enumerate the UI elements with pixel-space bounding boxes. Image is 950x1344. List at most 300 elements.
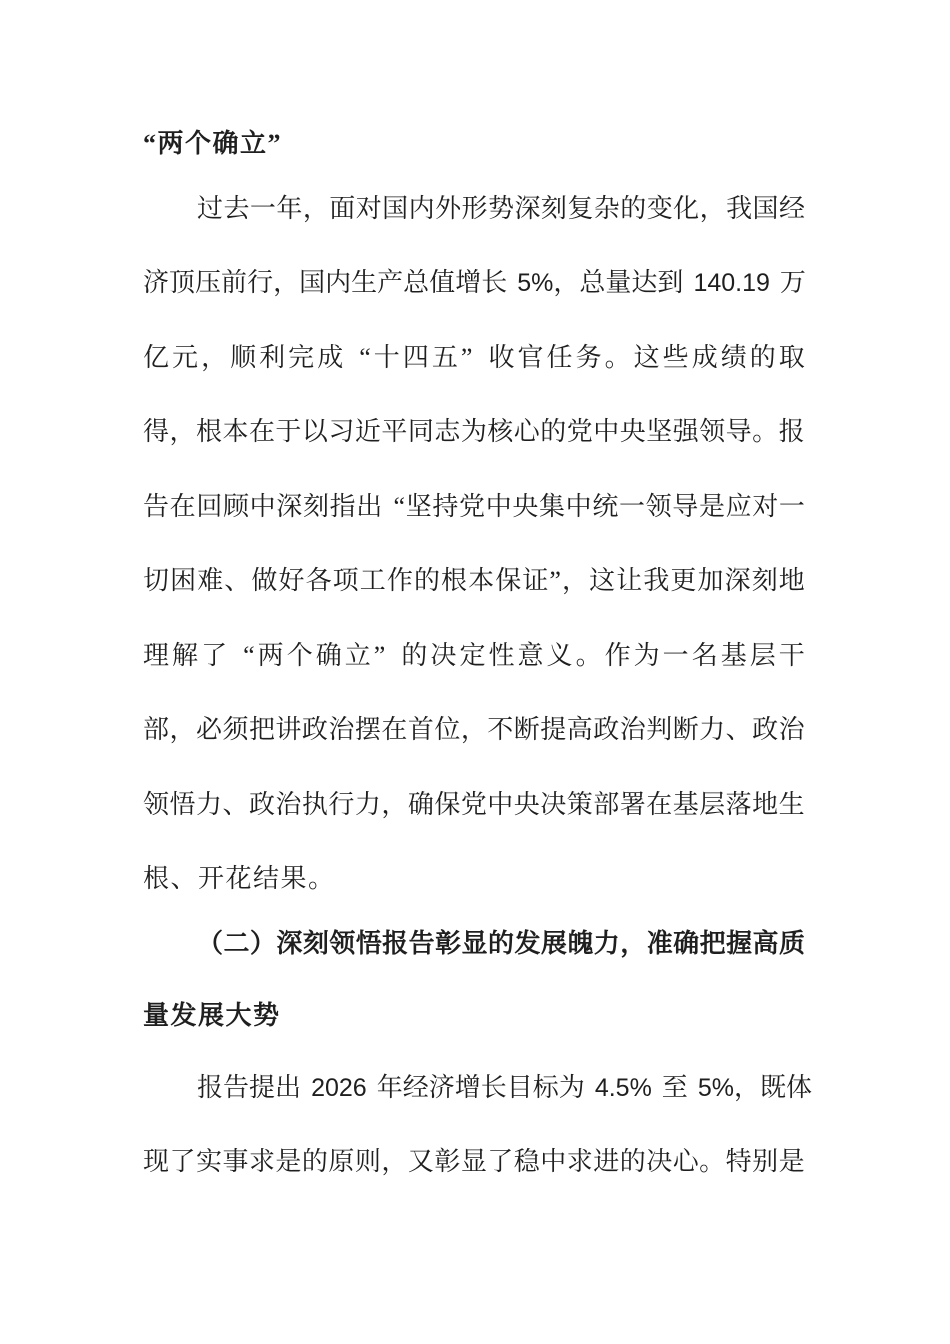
cjk-char: 告	[143, 491, 170, 521]
cjk-char: 十	[373, 342, 400, 372]
cjk-char: 决	[540, 789, 567, 819]
latin-text: 4.5%	[594, 1073, 652, 1102]
cjk-char: 于	[275, 417, 302, 446]
cjk-char: 强	[672, 417, 699, 446]
cjk-char: 显	[460, 1147, 487, 1176]
cjk-char: 在	[381, 715, 408, 744]
cjk-char: 。	[699, 1147, 726, 1176]
cjk-char: 的	[487, 928, 514, 958]
cjk-char: 准	[646, 928, 673, 958]
cjk-char: 杂	[593, 193, 620, 223]
cjk-char: 增	[455, 268, 482, 297]
cjk-char: 达	[631, 268, 658, 297]
cjk-char: ，	[201, 342, 228, 372]
cjk-char: 干	[778, 640, 805, 670]
cjk-char: 为	[460, 417, 487, 446]
body-line: 根、开花结果。	[143, 864, 336, 893]
cjk-char: 彰	[434, 1147, 461, 1176]
cjk-char: 领	[645, 491, 672, 521]
cjk-char: 在	[248, 417, 275, 446]
cjk-char: 治	[619, 715, 646, 744]
cjk-char: 外	[435, 193, 462, 223]
cjk-char: 是	[275, 1147, 302, 1176]
cjk-char: 理	[143, 640, 170, 670]
cjk-char: 层	[749, 640, 776, 670]
cjk-char: 央	[619, 417, 646, 446]
cjk-char: 切	[143, 566, 170, 595]
cjk-char: 国	[752, 193, 779, 223]
cjk-char: 实	[195, 1147, 222, 1176]
cjk-char: 一	[778, 491, 805, 521]
cjk-char: 力	[195, 789, 222, 819]
body-line	[143, 1068, 812, 1143]
cjk-char: 悟	[355, 928, 382, 958]
cjk-char: 总	[579, 268, 606, 297]
cjk-char: 为	[558, 1072, 585, 1102]
cjk-char: 领	[329, 928, 356, 958]
cjk-char: 中	[540, 1147, 567, 1176]
cjk-char: 必	[195, 715, 222, 744]
cjk-char: 我	[726, 193, 753, 223]
cjk-char: 彰	[435, 928, 462, 958]
cjk-char: 定	[459, 640, 486, 670]
cjk-char: 取	[778, 342, 805, 372]
cjk-char: 深	[276, 491, 303, 521]
cjk-char: 去	[223, 193, 250, 223]
cjk-char: 经	[778, 193, 805, 223]
cjk-char: “	[359, 342, 371, 372]
cjk-char: 收	[488, 342, 515, 372]
cjk-char: 高	[752, 928, 779, 958]
cjk-char: 目	[506, 1072, 533, 1102]
body-line	[143, 189, 805, 264]
cjk-char: 复	[567, 193, 594, 223]
cjk-char: 署	[619, 789, 646, 819]
cjk-char: 我	[643, 566, 670, 595]
cjk-char: 值	[429, 268, 456, 297]
cjk-char: 形	[461, 193, 488, 223]
cjk-char: 过	[197, 193, 224, 223]
paragraph-heading	[143, 924, 805, 1068]
cjk-char: 出	[356, 491, 383, 521]
cjk-char: ”	[549, 566, 561, 595]
cjk-char: 刻	[751, 566, 778, 595]
cjk-char: 四	[402, 342, 429, 372]
body-line	[143, 412, 805, 487]
cjk-char: 对	[752, 491, 779, 521]
paragraph-body	[143, 189, 805, 924]
cjk-char: 基	[720, 640, 747, 670]
cjk-char: 。	[575, 640, 602, 670]
cjk-char: 深	[724, 566, 751, 595]
cjk-char: 内	[408, 193, 435, 223]
cjk-char: 任	[546, 342, 573, 372]
cjk-char: 展	[540, 928, 567, 958]
cjk-char: 别	[752, 1147, 779, 1176]
cjk-char: 一	[249, 193, 276, 223]
cjk-char: 部	[593, 789, 620, 819]
cjk-char: 了	[201, 640, 228, 670]
cjk-char: 成	[317, 342, 344, 372]
cjk-char: 工	[359, 566, 386, 595]
cjk-char: 二	[223, 928, 250, 958]
cjk-char: 长	[480, 1072, 507, 1102]
cjk-char: 面	[329, 193, 356, 223]
paragraph-heading-tail	[143, 124, 805, 189]
cjk-char: 深	[514, 193, 541, 223]
cjk-char: 刻	[540, 193, 567, 223]
cjk-char: 成	[691, 342, 718, 372]
cjk-char: 亿	[143, 342, 170, 372]
cjk-char: 行	[328, 789, 355, 819]
cjk-char: 决	[646, 1147, 673, 1176]
cjk-char: 同	[407, 417, 434, 446]
cjk-char: 治	[275, 789, 302, 819]
cjk-char: 本	[468, 566, 495, 595]
cjk-char: 对	[355, 193, 382, 223]
heading-line	[143, 924, 805, 996]
cjk-char: 心	[513, 417, 540, 446]
cjk-char: 量	[605, 268, 632, 297]
cjk-char: 判	[646, 715, 673, 744]
cjk-char: 至	[661, 1072, 688, 1102]
cjk-char: 习	[328, 417, 355, 446]
cjk-char: 治	[328, 715, 355, 744]
cjk-char: 政	[301, 715, 328, 744]
cjk-char: 了	[487, 1147, 514, 1176]
cjk-char: ，	[273, 268, 300, 297]
cjk-char: 集	[539, 491, 566, 521]
cjk-char: 把	[248, 715, 275, 744]
cjk-char: 了	[169, 1147, 196, 1176]
cjk-char: 导	[672, 491, 699, 521]
cjk-char: 事	[222, 1147, 249, 1176]
body-line	[143, 263, 805, 338]
cjk-char: 特	[725, 1147, 752, 1176]
cjk-char: 报	[382, 928, 409, 958]
cjk-char: 意	[517, 640, 544, 670]
cjk-char: “	[393, 491, 406, 521]
cjk-char: 平	[381, 417, 408, 446]
cjk-char: 项	[332, 566, 359, 595]
cjk-char: 一	[662, 640, 689, 670]
cjk-char: 指	[329, 491, 356, 521]
cjk-char: 告	[408, 928, 435, 958]
cjk-char: 策	[566, 789, 593, 819]
cjk-char: 些	[662, 342, 689, 372]
cjk-char: 地	[778, 566, 805, 595]
cjk-char: （	[197, 928, 224, 958]
cjk-char: 部	[143, 715, 170, 744]
cjk-char: 治	[778, 715, 805, 744]
text-block	[143, 124, 812, 1217]
cjk-char: 国	[382, 193, 409, 223]
cjk-char: 根	[441, 566, 468, 595]
cjk-char: 又	[407, 1147, 434, 1176]
cjk-char: 发	[514, 928, 541, 958]
cjk-char: 顾	[222, 491, 249, 521]
cjk-char: 增	[454, 1072, 481, 1102]
cjk-char: 显	[461, 928, 488, 958]
cjk-char: 质	[778, 928, 805, 958]
cjk-char: 志	[434, 417, 461, 446]
cjk-char: 得	[143, 417, 170, 446]
cjk-char: 须	[222, 715, 249, 744]
cjk-char: 性	[488, 640, 515, 670]
cjk-char: 讲	[275, 715, 302, 744]
cjk-char: 落	[725, 789, 752, 819]
cjk-char: 。	[604, 342, 631, 372]
cjk-char: 确	[407, 789, 434, 819]
cjk-char: 统	[592, 491, 619, 521]
body-line	[143, 487, 805, 562]
cjk-char: 力	[593, 928, 620, 958]
body-line	[143, 561, 805, 636]
cjk-char: 一	[618, 491, 645, 521]
cjk-char: 悟	[169, 789, 196, 819]
cjk-char: 更	[670, 566, 697, 595]
cjk-char: 名	[691, 640, 718, 670]
cjk-char: 政	[248, 789, 275, 819]
cjk-char: 告	[223, 1072, 250, 1102]
cjk-char: 济	[143, 268, 170, 297]
heading-line: “两个确立”	[143, 129, 283, 158]
cjk-char: 压	[195, 268, 222, 297]
cjk-char: 解	[172, 640, 199, 670]
body-line	[143, 710, 805, 785]
cjk-char: 生	[351, 268, 378, 297]
cjk-char: 原	[328, 1147, 355, 1176]
cjk-char: 刻	[302, 491, 329, 521]
cjk-char: 报	[778, 417, 805, 446]
cjk-char: ，	[381, 789, 408, 819]
cjk-char: ，	[733, 1072, 760, 1102]
cjk-char: 个	[286, 640, 313, 670]
cjk-char: 回	[196, 491, 223, 521]
cjk-char: ，	[699, 193, 726, 223]
cjk-char: 行	[247, 268, 274, 297]
cjk-char: 根	[195, 417, 222, 446]
cjk-char: 内	[325, 268, 352, 297]
cjk-char: 困	[170, 566, 197, 595]
cjk-char: 到	[657, 268, 684, 297]
cjk-char: 这	[633, 342, 660, 372]
cjk-char: 党	[566, 417, 593, 446]
cjk-char: 顶	[169, 268, 196, 297]
latin-text: 2026	[311, 1073, 367, 1102]
cjk-char: 万	[779, 268, 806, 297]
cjk-char: 元	[172, 342, 199, 372]
cjk-char: 报	[197, 1072, 224, 1102]
cjk-char: 完	[288, 342, 315, 372]
cjk-char: 证	[522, 566, 549, 595]
cjk-char: 断	[513, 715, 540, 744]
cjk-char: ，	[169, 417, 196, 446]
cjk-char: 产	[377, 268, 404, 297]
cjk-char: 应	[725, 491, 752, 521]
cjk-char: 在	[169, 491, 196, 521]
cjk-char: 求	[566, 1147, 593, 1176]
cjk-char: ”	[460, 342, 473, 372]
cjk-char: ，	[381, 1147, 408, 1176]
body-line	[143, 1142, 805, 1217]
cjk-char: 政	[593, 715, 620, 744]
cjk-char: 的	[619, 1147, 646, 1176]
cjk-char: 位	[434, 715, 461, 744]
latin-text: 140.19	[693, 269, 770, 297]
cjk-char: 立	[344, 640, 371, 670]
cjk-char: 年	[376, 1072, 403, 1102]
cjk-char: 执	[301, 789, 328, 819]
cjk-char: 义	[546, 640, 573, 670]
cjk-char: 。	[752, 417, 779, 446]
cjk-char: 地	[752, 789, 779, 819]
cjk-char: ，	[302, 193, 329, 223]
cjk-char: 中	[593, 417, 620, 446]
cjk-char: 经	[402, 1072, 429, 1102]
cjk-char: 保	[495, 566, 522, 595]
cjk-char: 在	[646, 789, 673, 819]
cjk-char: 中	[249, 491, 276, 521]
cjk-char: 央	[513, 789, 540, 819]
cjk-char: 各	[305, 566, 332, 595]
cjk-char: 坚	[405, 491, 432, 521]
cjk-char: 变	[646, 193, 673, 223]
cjk-char: “	[243, 640, 255, 670]
cjk-char: 以	[301, 417, 328, 446]
cjk-char: 官	[517, 342, 544, 372]
cjk-char: 心	[672, 1147, 699, 1176]
cjk-char: 顺	[230, 342, 257, 372]
cjk-char: 既	[759, 1072, 786, 1102]
latin-text: 5%	[697, 1073, 734, 1102]
cjk-char: ）	[249, 928, 276, 958]
cjk-char: 两	[257, 640, 284, 670]
cjk-char: 济	[428, 1072, 455, 1102]
cjk-char: ，	[553, 268, 580, 297]
cjk-char: 核	[487, 417, 514, 446]
cjk-char: 、	[224, 566, 251, 595]
cjk-char: 魄	[567, 928, 594, 958]
cjk-char: 体	[785, 1072, 812, 1102]
cjk-char: 国	[299, 268, 326, 297]
cjk-char: 层	[699, 789, 726, 819]
paragraph-body	[143, 1068, 812, 1217]
cjk-char: 的	[301, 1147, 328, 1176]
cjk-char: 化	[673, 193, 700, 223]
cjk-char: 求	[248, 1147, 275, 1176]
cjk-char: 近	[354, 417, 381, 446]
heading-line: 量发展大势	[143, 1000, 281, 1030]
cjk-char: 好	[278, 566, 305, 595]
cjk-char: 生	[778, 789, 805, 819]
cjk-char: ，	[620, 928, 647, 958]
body-line	[143, 785, 805, 860]
cjk-char: 中	[487, 789, 514, 819]
cjk-char: 五	[431, 342, 458, 372]
cjk-char: 出	[275, 1072, 302, 1102]
cjk-char: 做	[251, 566, 278, 595]
cjk-char: 、	[725, 715, 752, 744]
cjk-char: 决	[430, 640, 457, 670]
cjk-char: 的	[540, 417, 567, 446]
cjk-char: 政	[752, 715, 779, 744]
cjk-char: 的	[749, 342, 776, 372]
cjk-char: ”	[373, 640, 386, 670]
body-line	[143, 636, 805, 711]
cjk-char: 断	[672, 715, 699, 744]
cjk-char: 不	[487, 715, 514, 744]
cjk-char: 则	[354, 1147, 381, 1176]
cjk-char: 握	[726, 928, 753, 958]
latin-text: 5%	[517, 269, 554, 297]
cjk-char: ，	[169, 715, 196, 744]
cjk-char: 稳	[513, 1147, 540, 1176]
cjk-char: ，	[562, 566, 589, 595]
cjk-char: 难	[197, 566, 224, 595]
cjk-char: 的	[413, 566, 440, 595]
cjk-char: 把	[699, 928, 726, 958]
cjk-char: 本	[222, 417, 249, 446]
cjk-char: 这	[589, 566, 616, 595]
cjk-char: 中	[565, 491, 592, 521]
cjk-char: 保	[434, 789, 461, 819]
cjk-char: 基	[672, 789, 699, 819]
cjk-char: 作	[386, 566, 413, 595]
cjk-char: 党	[459, 491, 486, 521]
cjk-char: 的	[401, 640, 428, 670]
cjk-char: 导	[725, 417, 752, 446]
cjk-char: 的	[620, 193, 647, 223]
cjk-char: 摆	[354, 715, 381, 744]
cjk-char: 首	[407, 715, 434, 744]
cjk-char: 领	[143, 789, 170, 819]
cjk-char: 为	[633, 640, 660, 670]
cjk-char: 持	[432, 491, 459, 521]
cjk-char: 是	[778, 1147, 805, 1176]
cjk-char: 作	[604, 640, 631, 670]
cjk-char: 绩	[720, 342, 747, 372]
cjk-char: 深	[276, 928, 303, 958]
cjk-char: 高	[566, 715, 593, 744]
cjk-char: 让	[616, 566, 643, 595]
cjk-char: 势	[487, 193, 514, 223]
cjk-char: 务	[575, 342, 602, 372]
cjk-char: 确	[673, 928, 700, 958]
cjk-char: 中	[485, 491, 512, 521]
cjk-char: 提	[249, 1072, 276, 1102]
cjk-char: 年	[276, 193, 303, 223]
cjk-char: 刻	[302, 928, 329, 958]
cjk-char: 确	[315, 640, 342, 670]
cjk-char: 坚	[646, 417, 673, 446]
cjk-char: 标	[532, 1072, 559, 1102]
cjk-char: 利	[259, 342, 286, 372]
cjk-char: 现	[143, 1147, 170, 1176]
cjk-char: 提	[540, 715, 567, 744]
cjk-char: 总	[403, 268, 430, 297]
cjk-char: 领	[699, 417, 726, 446]
cjk-char: 力	[354, 789, 381, 819]
cjk-char: 加	[697, 566, 724, 595]
cjk-char: 是	[698, 491, 725, 521]
cjk-char: 前	[221, 268, 248, 297]
cjk-char: 进	[593, 1147, 620, 1176]
cjk-char: 央	[512, 491, 539, 521]
cjk-char: 、	[222, 789, 249, 819]
cjk-char: 党	[460, 789, 487, 819]
cjk-char: ，	[460, 715, 487, 744]
